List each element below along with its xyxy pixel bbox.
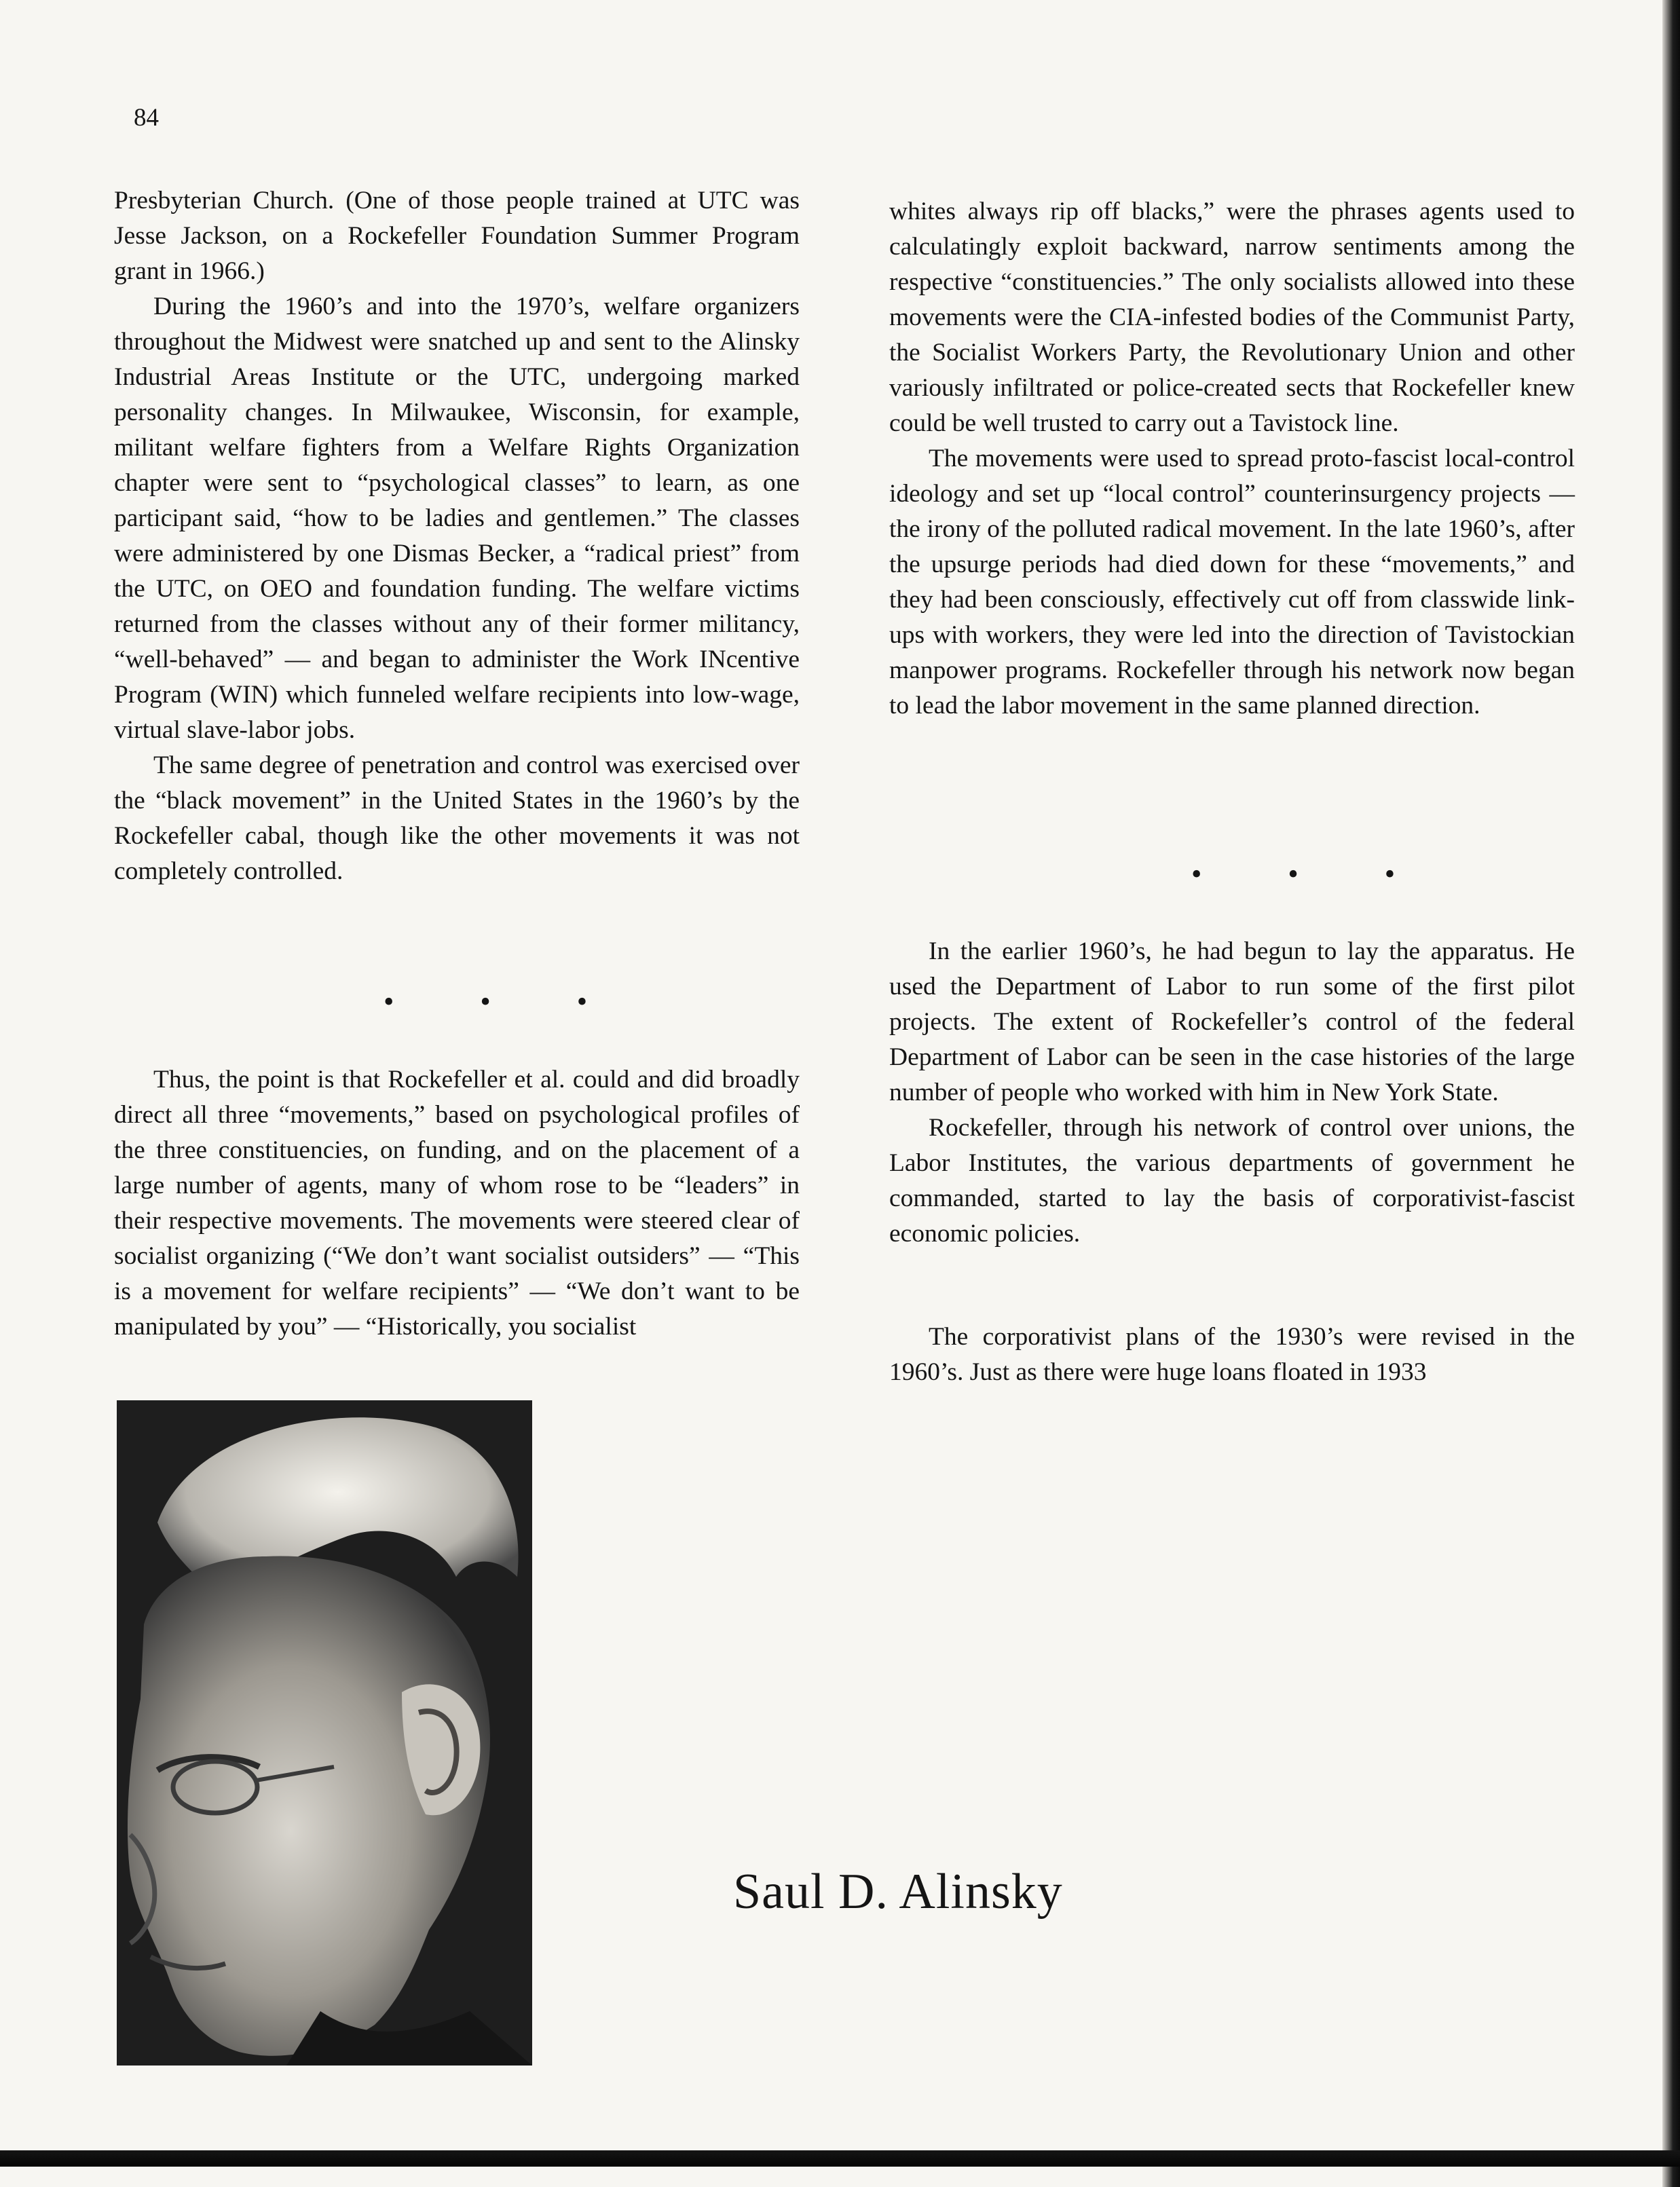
paragraph: Rockefeller, through his network of control over unions, the Labor Institutes, the various departments of government he commanded, started to lay the basis of corporativist-fascist economic policies. — [889, 1114, 1575, 1248]
left-column-bottom-text — [114, 1062, 800, 1345]
paragraph: During the 1960’s and into the 1970’s, welfare organizers throughout the Midwest were snatched up and sent to the Alinsky Industrial Areas Institute or the UTC, undergoing marked personality changes. In Milwaukee, Wisconsin, for example, militant welfare fighters from a Welfare Rights Organization chapter were sent to “psychological classes” to learn, as one participant said, “how to be ladies and gentlemen.” The classes were administered by one Dismas Becker, a “radical priest” from the UTC, on OEO and foundation funding. The welfare victims returned from the classes without any of their former militancy, “well-behaved” — and began to administer the Work INcentive Program (WIN) which funneled welfare recipients into low-wage, virtual slave-labor jobs. — [114, 293, 800, 744]
paragraph: The movements were used to spread proto-fascist local-control ideology and set up “local control” counterinsurgency projects — the irony of the polluted radical movement. In the late 1960’s, after the upsurge periods had died down for these “movements,” and they had been consciously, effectively cut off from classwide link-ups with workers, they were led into the direction of Tavistockian manpower programs. Rockefeller through his network now began to lead the labor movement in the same planned direction. — [889, 445, 1575, 719]
portrait-image — [117, 1400, 532, 2066]
page-edge-shadow — [1662, 0, 1680, 2187]
paragraph: In the earlier 1960’s, he had begun to lay the apparatus. He used the Department of Labor to run some of the first pilot projects. The extent of Rockefeller’s control of the federal Department of Labor can be seen in the case histories of the large number of people who worked with him in New York State. — [889, 937, 1575, 1106]
page-number: 84 — [134, 104, 159, 132]
paragraph: The same degree of penetration and control was exercised over the “black movement” in the United States in the 1960’s by the Rockefeller cabal, though like the other movements it was not completely controlled. — [114, 751, 800, 885]
left-column-top-text — [114, 183, 800, 889]
paragraph: whites always rip off blacks,” were the phrases agents used to calculatingly exploit backward, narrow sentiments among the respective “constituencies.” The only socialists allowed into these movements were the CIA-infested bodies of the Communist Party, the Socialist Workers Party, the Revolutionary Union and other variously infiltrated or police-created sects that Rockefeller knew could be well trusted to carry out a Tavistock line. — [889, 198, 1575, 437]
portrait-photo — [117, 1400, 532, 2066]
paragraph: The corporativist plans of the 1930’s were revised in the 1960’s. Just as there were huge loans floated in 1933 — [889, 1323, 1575, 1386]
right-column-middle-text — [889, 934, 1575, 1252]
paragraph: Thus, the point is that Rockefeller et al. could and did broadly direct all three “movements,” based on psychological profiles of the three constituencies, on funding, and on the placement of a large number of agents, many of whom rose to be “leaders” in their respective movements. The movements were steered clear of socialist organizing (“We don’t want socialist outsiders” — “This is a movement for welfare recipients” — “We don’t want to be manipulated by you” — “Historically, you socialist — [114, 1066, 800, 1341]
section-break-dots: • • • — [1191, 857, 1435, 891]
section-break-dots: • • • — [384, 985, 627, 1018]
right-column-top-text — [889, 194, 1575, 724]
bottom-edge-rule — [0, 2150, 1680, 2167]
right-column-bottom-text — [889, 1320, 1575, 1390]
photo-caption: Saul D. Alinsky — [733, 1864, 1063, 1920]
paragraph: Presbyterian Church. (One of those people trained at UTC was Jesse Jackson, on a Rockefeller Foundation Summer Program grant in 1966.) — [114, 187, 800, 285]
